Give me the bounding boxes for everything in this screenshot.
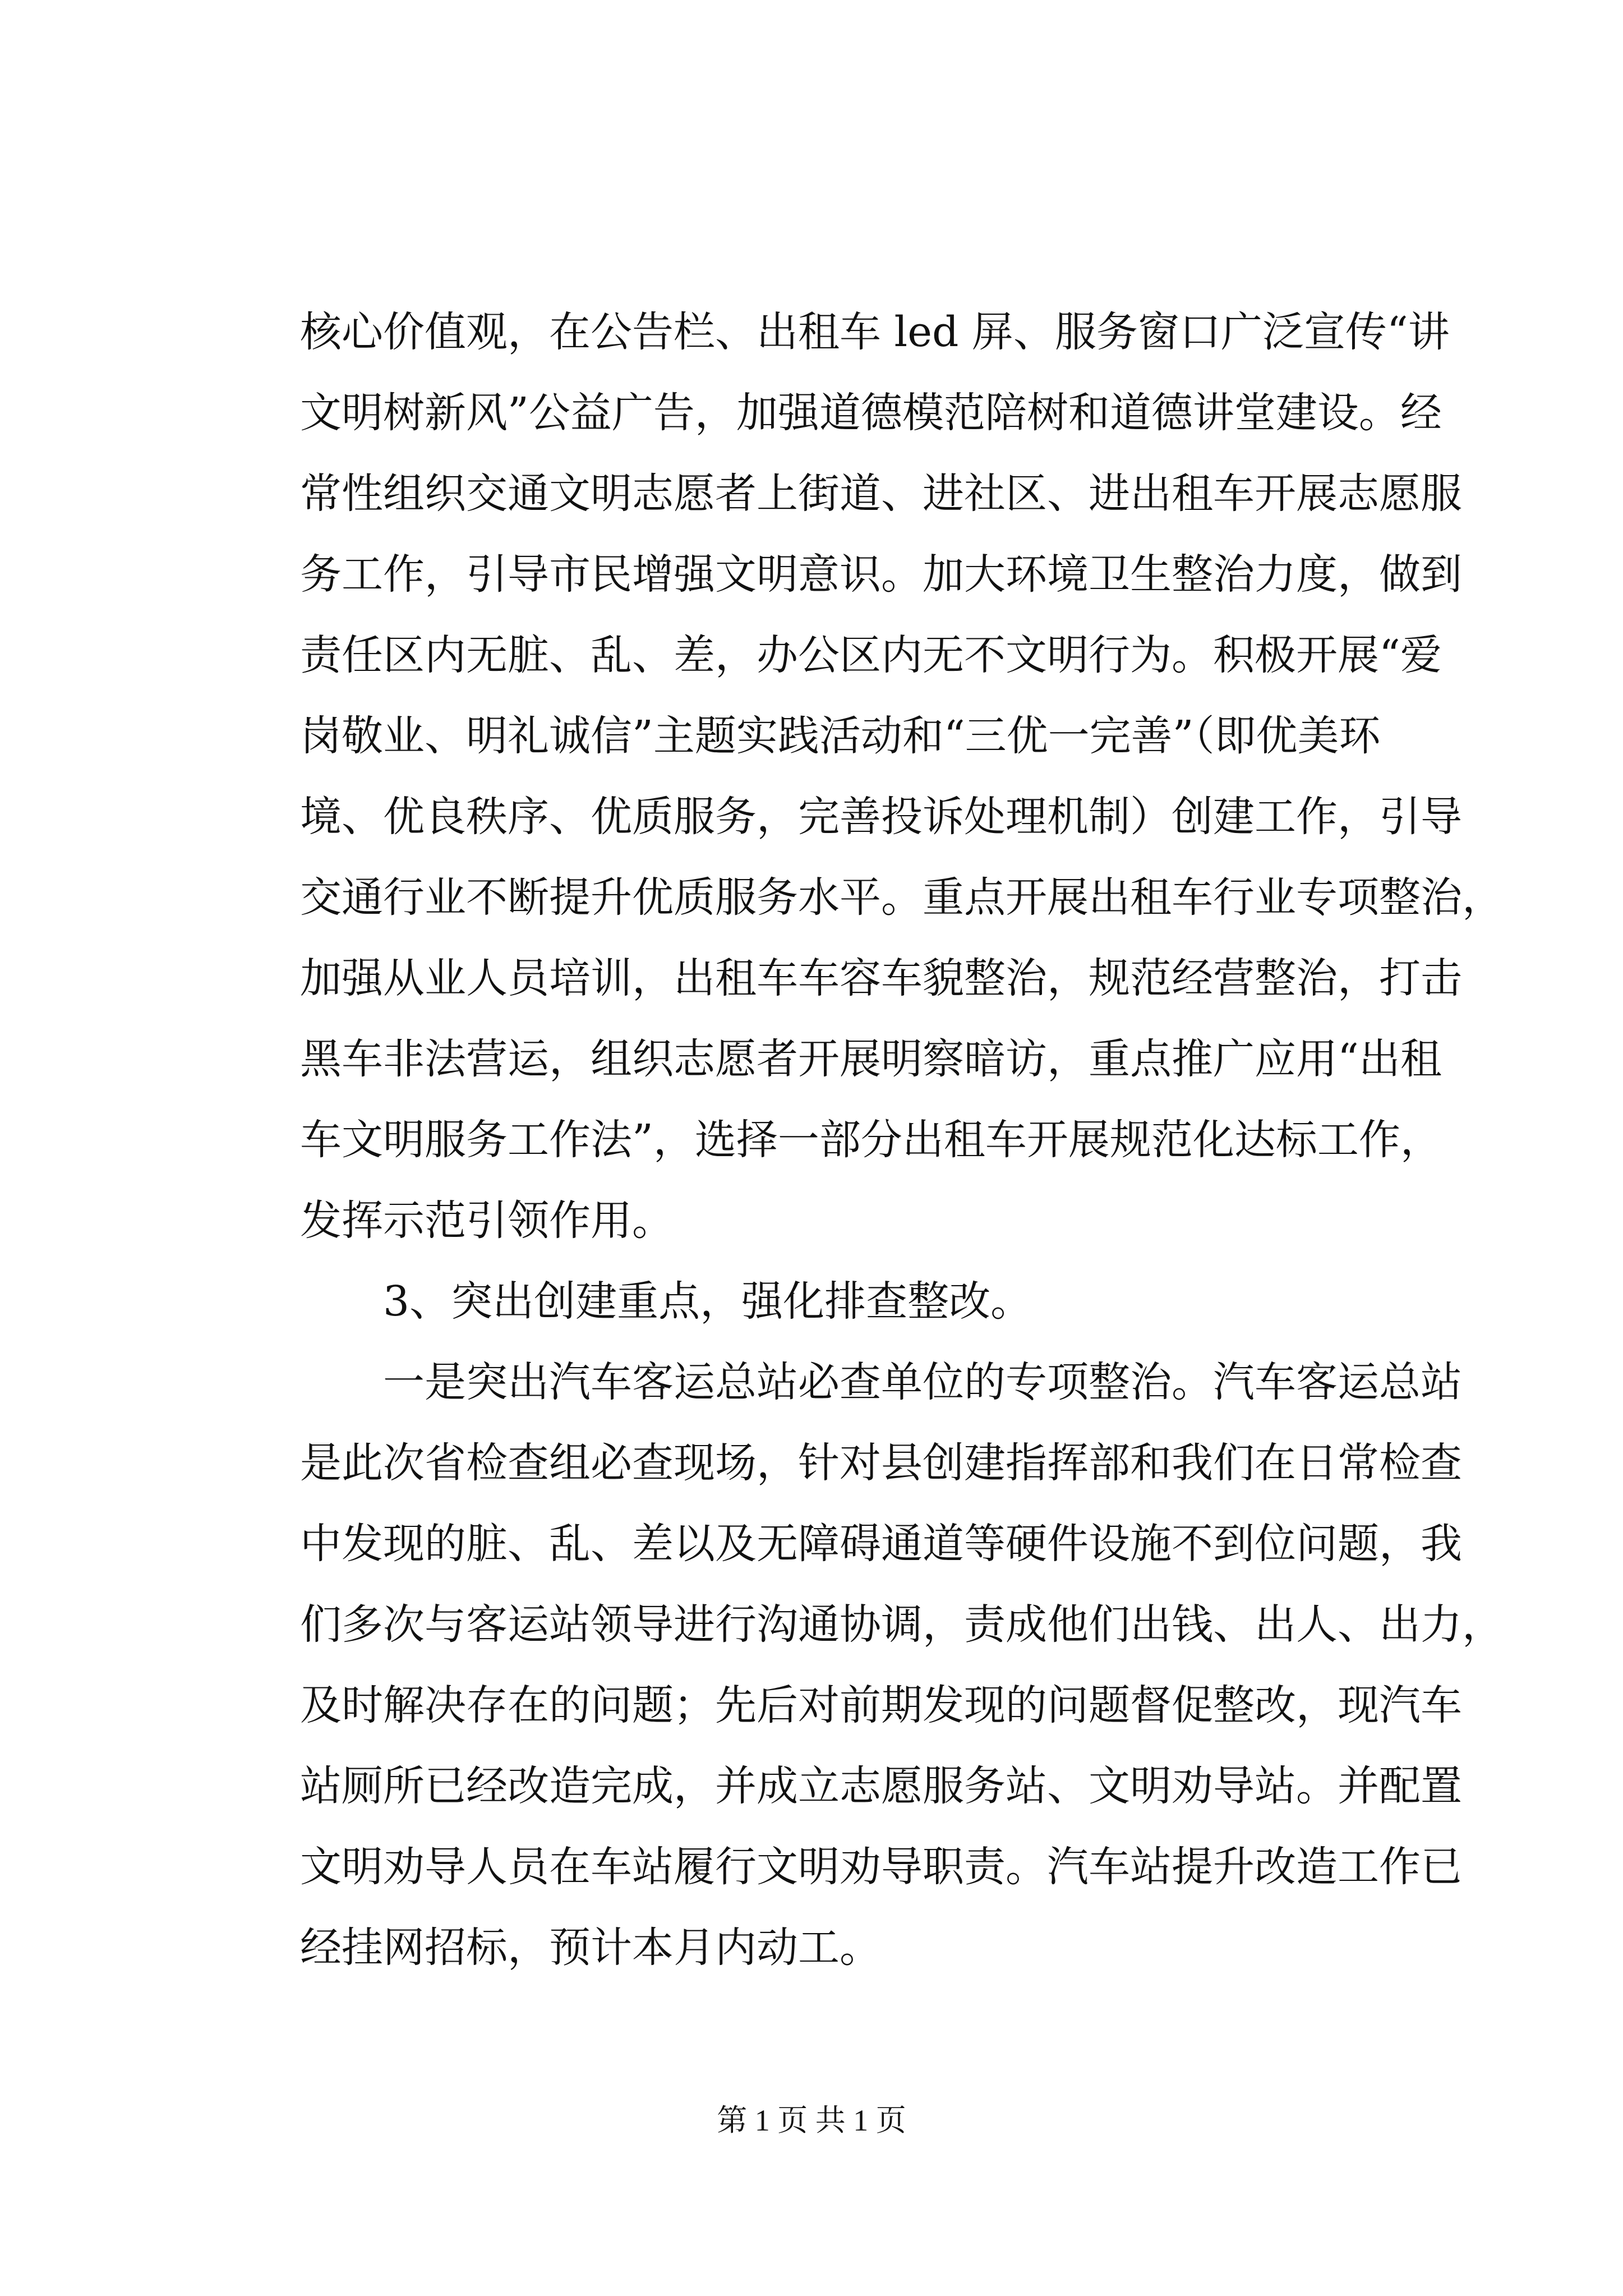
- text-line: 核心价值观，在公告栏、出租车 led 屏、服务窗口广泛宣传“讲: [300, 308, 1450, 356]
- text-line: 及时解决存在的问题；先后对前期发现的问题督促整改，现汽车: [300, 1681, 1462, 1729]
- text-line: 常性组织交通文明志愿者上街道、进社区、进出租车开展志愿服: [300, 470, 1462, 518]
- text-line: 中发现的脏、乱、差以及无障碍通道等硬件设施不到位问题，我: [300, 1520, 1462, 1568]
- page-footer: 第 1 页 共 1 页: [717, 2104, 906, 2137]
- text-line: 车文明服务工作法”，选择一部分出租车开展规范化达标工作，: [300, 1116, 1442, 1164]
- body-text: [300, 292, 1504, 1988]
- text-line: 文明劝导人员在车站履行文明劝导职责。汽车站提升改造工作已: [300, 1843, 1462, 1891]
- section-heading: 3、突出创建重点，强化排查整改。: [383, 1277, 1032, 1326]
- text-line: 岗敬业、明礼诚信”主题实践活动和“三优一完善”（即优美环: [300, 712, 1381, 760]
- text-line: 发挥示范引领作用。: [300, 1197, 674, 1245]
- text-line: 文明树新风”公益广告，加强道德模范陪树和道德讲堂建设。经: [300, 389, 1442, 437]
- text-line: 加强从业人员培训，出租车车容车貌整治，规范经营整治，打击: [300, 954, 1462, 1002]
- text-line: 境、优良秩序、优质服务，完善投诉处理机制）创建工作，引导: [300, 793, 1462, 841]
- text-line: 黑车非法营运，组织志愿者开展明察暗访，重点推广应用“出租: [300, 1035, 1442, 1083]
- text-line: 务工作，引导市民增强文明意识。加大环境卫生整治力度，做到: [300, 550, 1462, 599]
- text-line: 经挂网招标，预计本月内动工。: [300, 1924, 881, 1972]
- text-line: 是此次省检查组必查现场，针对县创建指挥部和我们在日常检查: [300, 1439, 1462, 1487]
- text-line: 责任区内无脏、乱、差，办公区内无不文明行为。积极开展“爱: [300, 631, 1442, 679]
- text-line: 交通行业不断提升优质服务水平。重点开展出租车行业专项整治，: [300, 873, 1504, 922]
- text-line: 站厕所已经改造完成，并成立志愿服务站、文明劝导站。并配置: [300, 1762, 1462, 1810]
- text-line: 们多次与客运站领导进行沟通协调，责成他们出钱、出人、出力，: [300, 1600, 1504, 1649]
- text-line: 一是突出汽车客运总站必查单位的专项整治。汽车客运总站: [383, 1358, 1462, 1406]
